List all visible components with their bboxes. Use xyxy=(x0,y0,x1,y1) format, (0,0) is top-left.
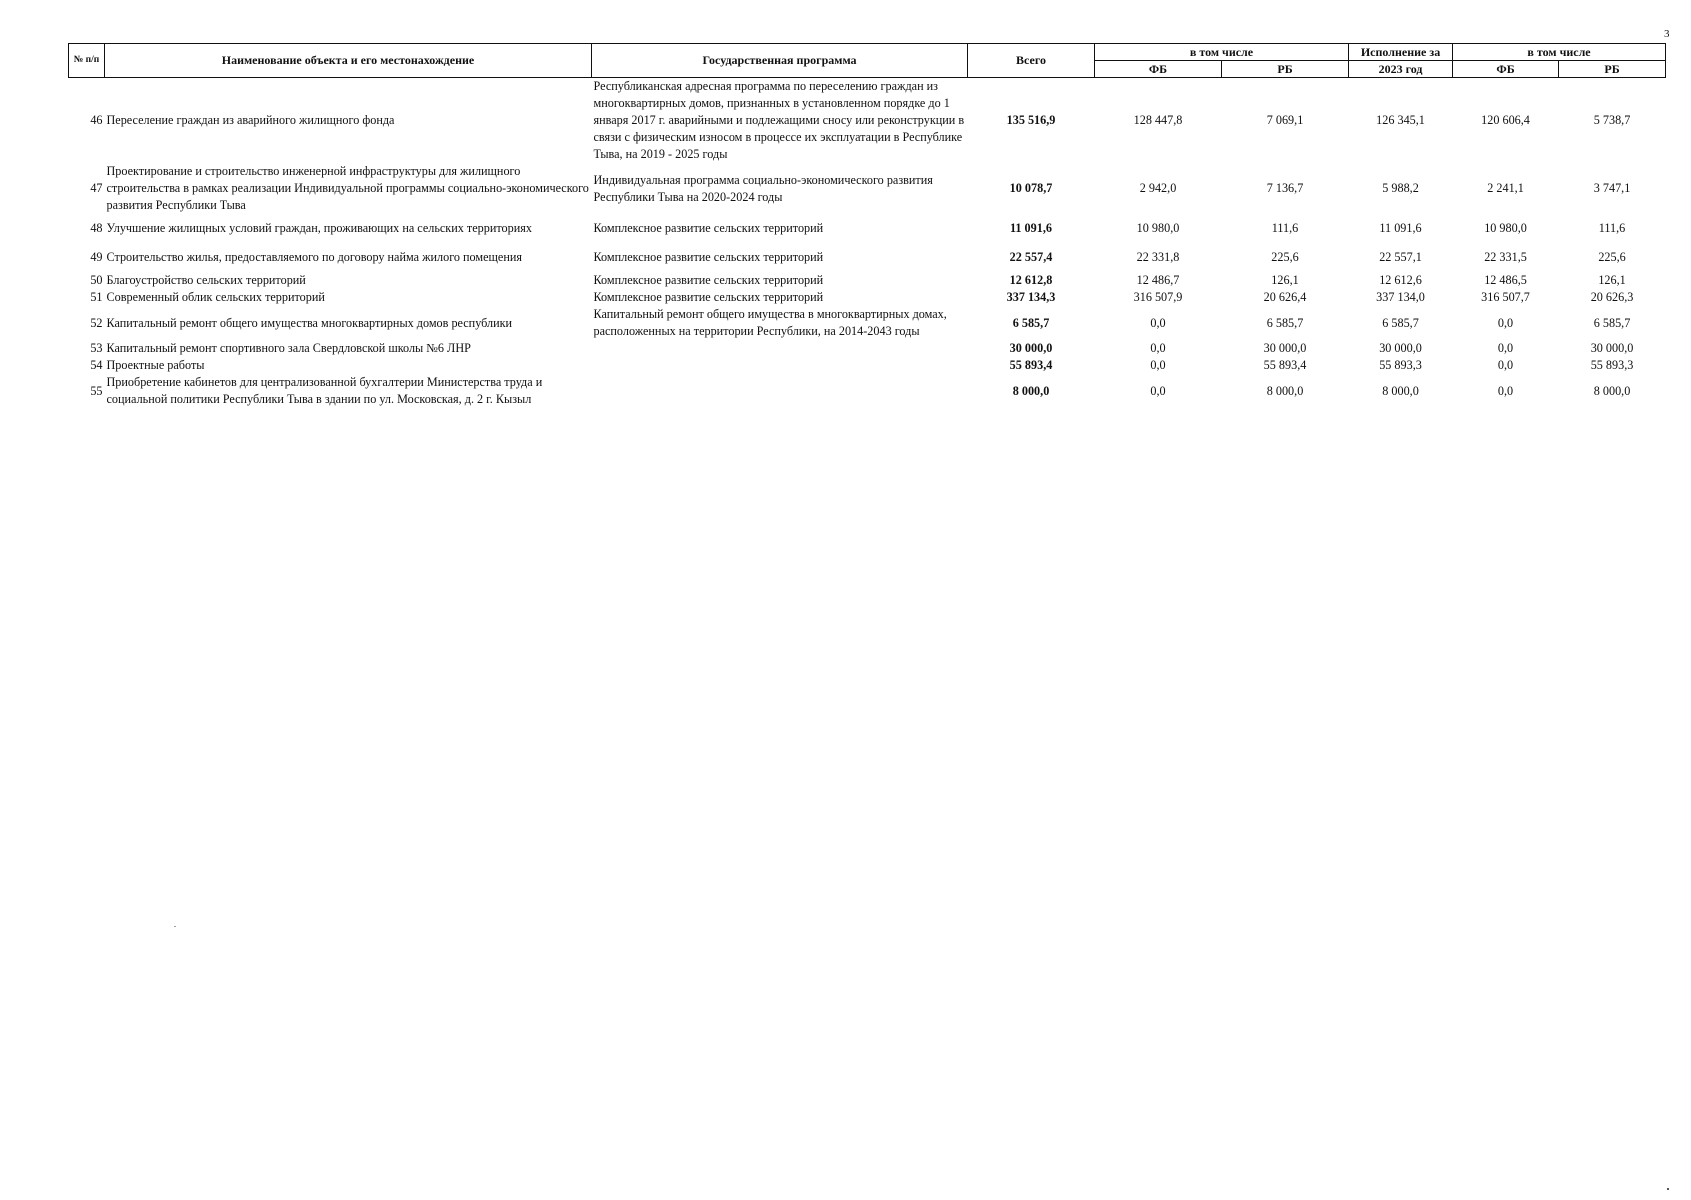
row-program: Комплексное развитие сельских территорий xyxy=(593,221,824,235)
row-program: Комплексное развитие сельских территорий xyxy=(593,290,824,304)
row-name: Современный облик сельских территорий xyxy=(106,290,325,304)
row-total: 22 557,4 xyxy=(1009,250,1053,264)
table-row xyxy=(69,306,1666,340)
row-rb: 55 893,4 xyxy=(1263,358,1307,372)
row-program: Республиканская адресная программа по переселению граждан из многоквартирных домов, признанных в установленном порядке до 1 января 2017 г. аварийными и подлежащими сносу или реконструкции в связи с физическим износом в процессе их эксплуатации в Республике Тыва, на 2019 - 2025 годы xyxy=(593,79,965,161)
row-exec-rb: 20 626,3 xyxy=(1590,290,1634,304)
row-program xyxy=(592,340,968,357)
table-row xyxy=(69,163,1666,214)
row-exec-rb: 111,6 xyxy=(1598,221,1626,235)
table-row xyxy=(69,272,1666,289)
row-program: Комплексное развитие сельских территорий xyxy=(593,273,824,287)
header-rb: РБ xyxy=(1222,61,1349,78)
row-name: Переселение граждан из аварийного жилищного фонда xyxy=(106,113,395,127)
row-rb: 30 000,0 xyxy=(1263,341,1307,355)
row-program xyxy=(592,357,968,374)
row-exec-fb: 10 980,0 xyxy=(1484,221,1527,235)
row-num: 49 xyxy=(90,250,103,264)
table-row xyxy=(69,357,1666,374)
row-total: 11 091,6 xyxy=(1010,221,1052,235)
row-rb: 7 069,1 xyxy=(1266,113,1304,127)
row-exec-rb: 55 893,3 xyxy=(1590,358,1634,372)
row-total: 12 612,8 xyxy=(1009,273,1053,287)
header-execution-year: 2023 год xyxy=(1349,61,1453,78)
row-rb: 6 585,7 xyxy=(1266,315,1304,330)
table-row xyxy=(69,374,1666,408)
row-exec-rb: 126,1 xyxy=(1598,273,1626,287)
header-fb-2: ФБ xyxy=(1453,61,1559,78)
row-num: 54 xyxy=(90,358,103,372)
row-name: Строительство жилья, предоставляемого по договору найма жилого помещения xyxy=(106,250,522,264)
scan-speck xyxy=(1667,1188,1669,1190)
row-exec-fb: 316 507,7 xyxy=(1481,290,1530,304)
row-num: 47 xyxy=(90,181,103,195)
page-number: 3 xyxy=(1664,28,1670,40)
row-exec-fb: 2 241,1 xyxy=(1487,181,1524,195)
row-exec-rb: 8 000,0 xyxy=(1593,383,1631,398)
row-exec-fb: 22 331,5 xyxy=(1484,250,1527,264)
table-header xyxy=(69,44,1666,78)
row-exec-rb: 6 585,7 xyxy=(1593,315,1631,330)
row-fb: 0,0 xyxy=(1150,383,1166,398)
row-fb: 12 486,7 xyxy=(1136,273,1180,287)
row-rb: 20 626,4 xyxy=(1263,290,1307,304)
row-fb: 2 942,0 xyxy=(1139,181,1177,195)
row-name: Проектирование и строительство инженерной инфраструктуры для жилищного строительства в рамках реализации Индивидуальной программы социально-экономического развития Республики Тыва xyxy=(106,164,589,212)
row-name: Благоустройство сельских территорий xyxy=(106,273,306,287)
header-num: № п/п xyxy=(69,44,105,78)
header-name: Наименование объекта и его местонахождение xyxy=(105,44,592,78)
row-fb: 10 980,0 xyxy=(1136,221,1180,235)
row-rb: 8 000,0 xyxy=(1266,383,1304,398)
row-fb: 22 331,8 xyxy=(1136,250,1180,264)
table-body xyxy=(69,78,1666,409)
row-total: 135 516,9 xyxy=(1006,113,1056,127)
row-exec: 30 000,0 xyxy=(1379,341,1422,355)
row-num: 51 xyxy=(90,290,103,304)
row-exec: 126 345,1 xyxy=(1376,113,1425,127)
header-including-2: в том числе xyxy=(1453,44,1666,61)
row-name: Капитальный ремонт спортивного зала Свердловской школы №6 ЛНР xyxy=(106,341,471,355)
row-total: 8 000,0 xyxy=(1012,383,1050,398)
row-rb: 7 136,7 xyxy=(1266,181,1304,195)
row-total: 55 893,4 xyxy=(1009,358,1053,372)
row-fb: 0,0 xyxy=(1150,358,1166,372)
row-exec-rb: 225,6 xyxy=(1598,250,1626,264)
header-including: в том числе xyxy=(1095,44,1349,61)
row-exec: 55 893,3 xyxy=(1379,358,1422,372)
row-rb: 126,1 xyxy=(1271,273,1299,287)
row-exec-rb: 30 000,0 xyxy=(1590,341,1634,355)
row-exec: 6 585,7 xyxy=(1382,315,1419,330)
row-rb: 111,6 xyxy=(1271,221,1299,235)
header-rb-2: РБ xyxy=(1559,61,1666,78)
row-name: Приобретение кабинетов для централизованной бухгалтерии Министерства труда и социальной политики Республики Тыва в здании по ул. Московская, д. 2 г. Кызыл xyxy=(106,375,543,406)
row-exec-fb: 0,0 xyxy=(1497,383,1514,398)
row-exec: 5 988,2 xyxy=(1382,181,1419,195)
row-exec-rb: 5 738,7 xyxy=(1593,113,1631,127)
row-exec: 11 091,6 xyxy=(1379,221,1422,235)
row-num: 50 xyxy=(90,273,103,287)
table-row xyxy=(69,214,1666,243)
row-rb: 225,6 xyxy=(1271,250,1299,264)
row-total: 337 134,3 xyxy=(1006,290,1056,304)
header-total: Всего xyxy=(968,44,1095,78)
row-exec-fb: 0,0 xyxy=(1497,341,1514,355)
row-fb: 128 447,8 xyxy=(1133,113,1183,127)
row-exec-fb: 0,0 xyxy=(1497,358,1514,372)
table-row xyxy=(69,289,1666,306)
row-exec-fb: 0,0 xyxy=(1497,315,1514,330)
row-exec: 8 000,0 xyxy=(1382,383,1419,398)
row-exec: 12 612,6 xyxy=(1379,273,1422,287)
row-fb: 316 507,9 xyxy=(1133,290,1183,304)
row-num: 46 xyxy=(90,113,103,127)
row-exec-fb: 120 606,4 xyxy=(1481,113,1530,127)
row-num: 53 xyxy=(90,341,103,355)
row-program xyxy=(592,374,968,408)
row-num: 48 xyxy=(90,221,103,235)
row-name: Капитальный ремонт общего имущества многоквартирных домов республики xyxy=(106,315,513,330)
header-program: Государственная программа xyxy=(592,44,968,78)
row-total: 30 000,0 xyxy=(1009,341,1053,355)
row-exec-rb: 3 747,1 xyxy=(1593,181,1631,195)
row-total: 10 078,7 xyxy=(1009,181,1053,195)
row-program: Комплексное развитие сельских территорий xyxy=(593,250,824,264)
row-name: Улучшение жилищных условий граждан, проживающих на сельских территориях xyxy=(106,221,532,235)
row-exec: 337 134,0 xyxy=(1376,290,1425,304)
row-total: 6 585,7 xyxy=(1012,315,1050,330)
row-exec-fb: 12 486,5 xyxy=(1484,273,1527,287)
report-table xyxy=(68,43,1666,408)
header-fb: ФБ xyxy=(1095,61,1222,78)
row-name: Проектные работы xyxy=(106,358,205,372)
table-row xyxy=(69,78,1666,164)
header-execution: Исполнение за xyxy=(1349,44,1453,61)
table-row xyxy=(69,243,1666,272)
row-fb: 0,0 xyxy=(1150,341,1166,355)
row-num: 55 xyxy=(90,383,103,398)
scan-speck xyxy=(174,926,176,927)
row-fb: 0,0 xyxy=(1150,315,1166,330)
row-program: Капитальный ремонт общего имущества в многоквартирных домах, расположенных на территории Республики, на 2014-2043 годы xyxy=(593,307,947,338)
table-row xyxy=(69,340,1666,357)
row-num: 52 xyxy=(90,315,103,330)
row-program: Индивидуальная программа социально-экономического развития Республики Тыва на 2020-2024 годы xyxy=(593,172,933,204)
row-exec: 22 557,1 xyxy=(1379,250,1422,264)
